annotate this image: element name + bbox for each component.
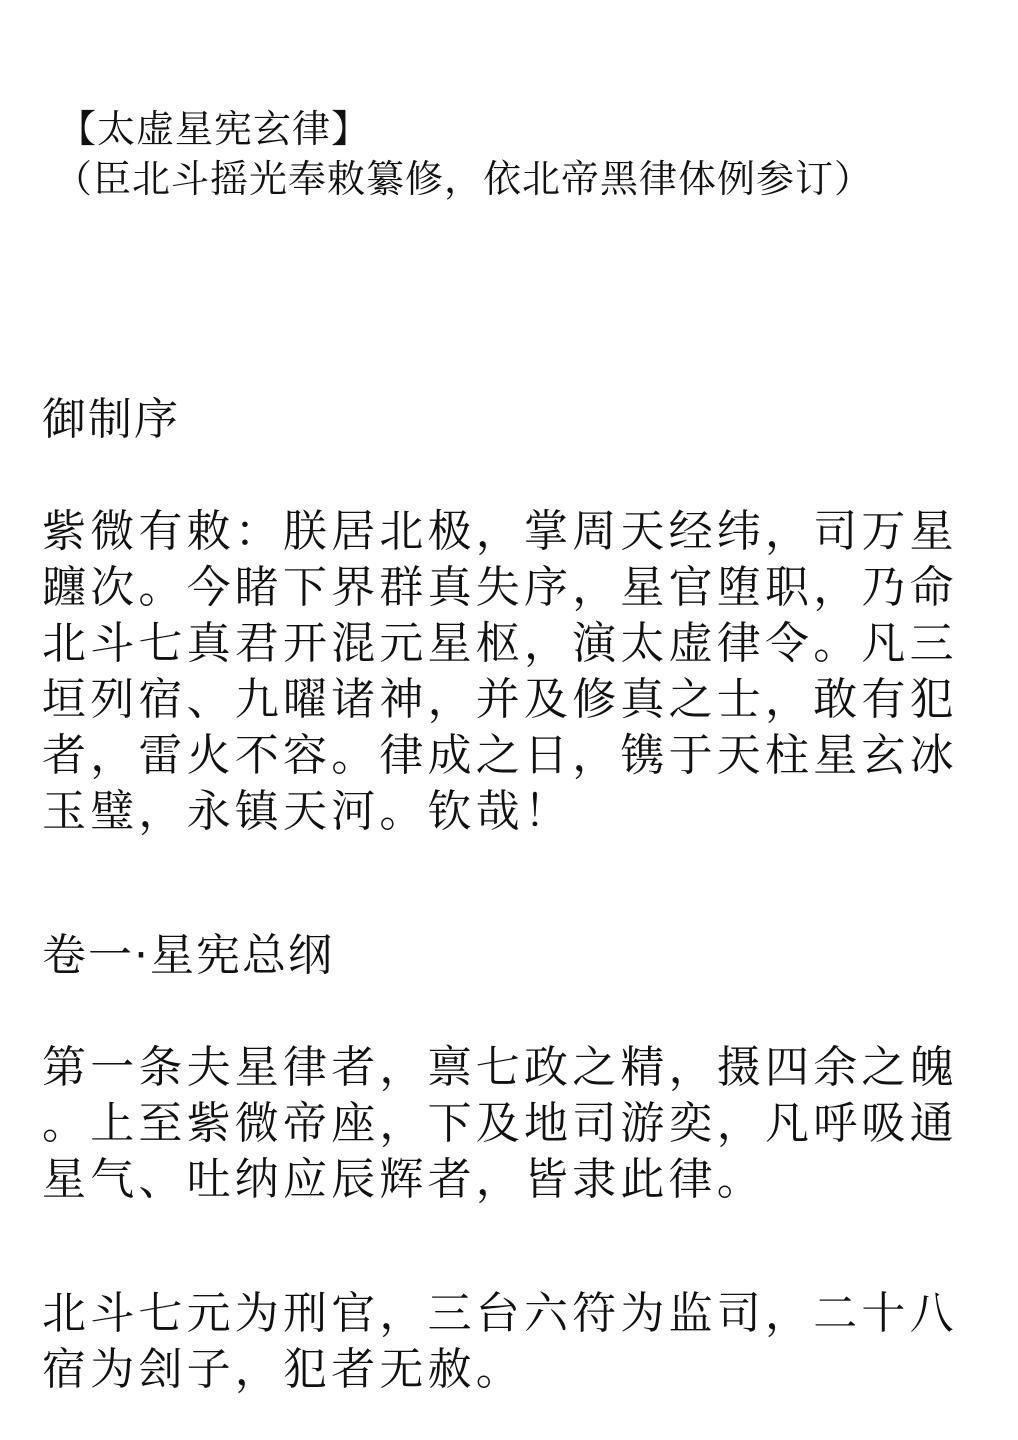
preface-line: 紫微有敕：朕居北极，掌周天经纬，司万星: [42, 506, 958, 557]
article-line: 第一条夫星律者，禀七政之精，摄四余之魄: [42, 1042, 958, 1093]
article-one-b-paragraph: [42, 1286, 962, 1398]
document-header: [54, 104, 958, 204]
document-title: 【太虚星宪玄律】: [58, 107, 371, 151]
document-subtitle: （臣北斗摇光奉敕纂修，依北帝黑律体例参订）: [54, 157, 874, 201]
article-line: 。上至紫微帝座，下及地司游奕，凡呼吸通: [42, 1098, 958, 1149]
preface-line: 躔次。今睹下界群真失序，星官堕职，乃命: [42, 562, 958, 613]
preface-line: 玉璧，永镇天河。钦哉！: [42, 786, 573, 837]
article-one-paragraph: [42, 1040, 962, 1208]
article-line: 北斗七元为刑官，三台六符为监司，二十八: [42, 1288, 958, 1339]
preface-line: 者，雷火不容。律成之日，镌于天柱星玄冰: [42, 730, 958, 781]
article-line: 宿为刽子，犯者无赦。: [42, 1344, 524, 1395]
preface-heading: 御制序: [42, 394, 180, 445]
article-line: 星气、吐纳应辰辉者，皆隶此律。: [42, 1154, 765, 1205]
volume-one-heading: 卷一·星宪总纲: [42, 930, 334, 981]
preface-line: 垣列宿、九曜诸神，并及修真之士，敢有犯: [42, 674, 958, 725]
preface-line: 北斗七真君开混元星枢，演太虚律令。凡三: [42, 618, 958, 669]
preface-paragraph: [42, 504, 962, 840]
